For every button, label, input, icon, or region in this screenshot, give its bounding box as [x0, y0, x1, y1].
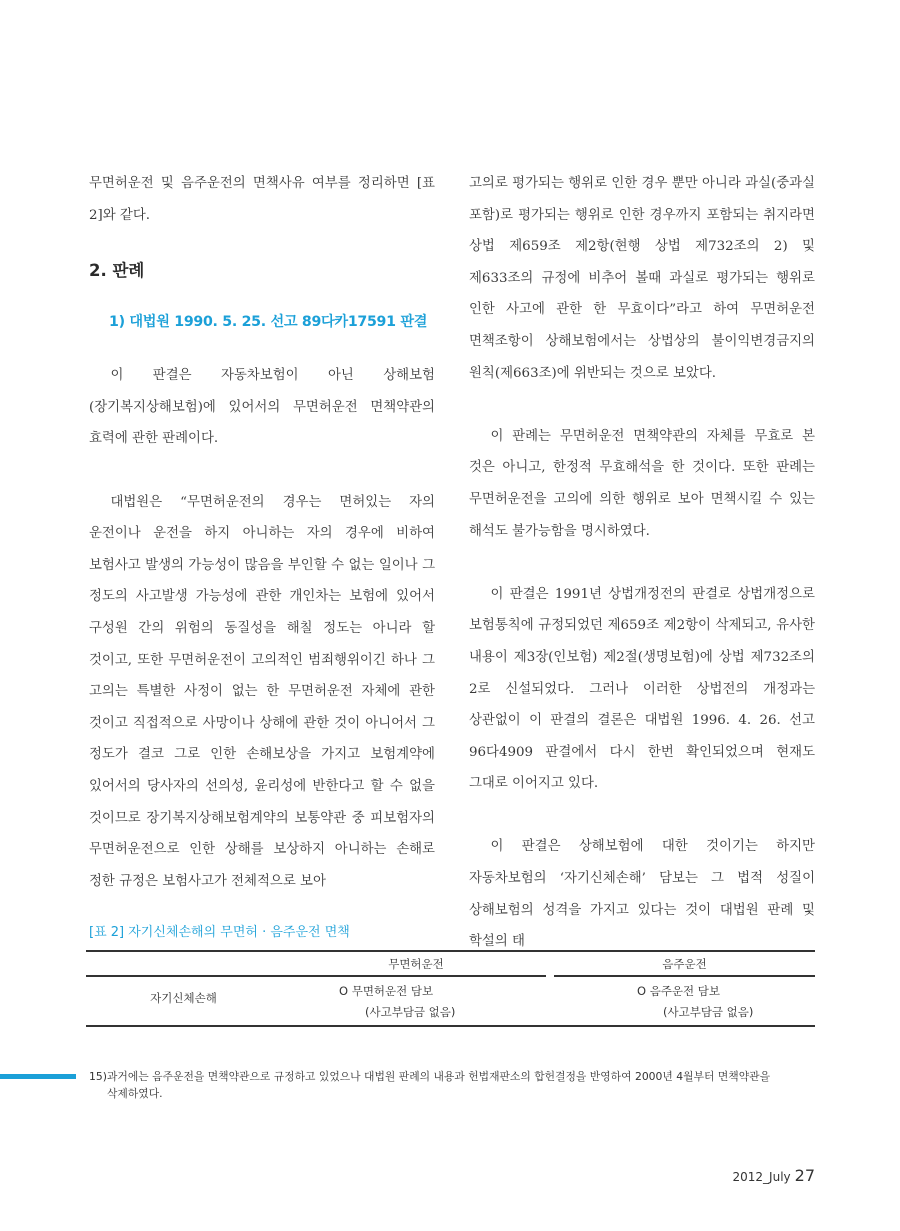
cell-line: O 음주운전 담보 — [637, 984, 721, 998]
issue-label: 2012_July — [732, 1170, 791, 1184]
paragraph-gap — [469, 800, 815, 832]
row-label: 자기신체손해 — [150, 991, 217, 1005]
footnote-accent-bar — [0, 1074, 76, 1079]
section-heading: 2. 판례 — [89, 261, 145, 281]
body-paragraph: 대법원은 “무면허운전의 경우는 면허있는 자의 운전이나 운전을 하지 아니하는 자의 경우에 비하여 보험사고 발생의 가능성이 많음을 부인할 수 없는 일이나 그 정도의 사고발생 가능성에 관한 개인차는 보험에 있어서 구성원 간의 위험의 동질성을 해칠 정도는 아니라 할 것이고, 또한 무면허운전이 고의적인 범죄행위이긴 하나 그 고의는 특별한 사정이 없는 한 무면허운전 자체에 관한 것이고 직접적으로 사망이나 상해에 관한 것이 아니어서 그 정도가 결코 그로 인한 손해보상을 가지고 보험계약에 있어서의 당사자의 선의성, 윤리성에 반한다고 할 수 없을 것이므로 장기복지상해보험계약의 보통약관 중 피보험자의 무면허운전으로 인한 상해를 보상하지 아니하는 손해로 정한 규정은 보험사고가 전체적으로 보아 — [89, 494, 435, 889]
column-header: 음주운전 — [662, 957, 707, 971]
footnote-text-continued: 삭제하였다. — [107, 1087, 163, 1100]
footnote-line — [89, 1068, 815, 1085]
body-paragraph: 이 판례는 무면허운전 면책약관의 자체를 무효로 본 것은 아니고, 한정적 무효해석을 한 것이다. 또한 판례는 무면허운전을 고의에 의한 행위로 보아 면책시킬 수 있는 해석도 불가능함을 명시하였다. — [469, 428, 815, 539]
table-cell — [339, 981, 455, 1023]
paragraph-gap — [89, 455, 435, 487]
cell-line: (사고부담금 없음) — [663, 1005, 754, 1019]
subsection-heading: 1) 대법원 1990. 5. 25. 선고 89다카17591 판결 — [109, 314, 428, 331]
table-cell — [637, 981, 753, 1023]
footnote-text: 과거에는 음주운전을 면책약관으로 규정하고 있었으나 대법원 판례의 내용과 헌법재판소의 합헌결정을 반영하여 2000년 4월부터 면책약관을 — [107, 1070, 771, 1083]
body-paragraph: 고의로 평가되는 행위로 인한 경우 뿐만 아니라 과실(중과실 포함)로 평가되는 행위로 인한 경우까지 포함되는 취지라면 상법 제659조 제2항(현행 상법 제732조의 2) 및 제633조의 규정에 비추어 볼때 과실로 평가되는 행위로 인한 사고에 관한 한 무효이다”라고 하여 무면허운전 면책조항이 상해보험에서는 상법상의 불이익변경금지의 원칙(제663조)에 위반되는 것으로 보았다. — [469, 176, 815, 381]
footnote-number: 15) — [89, 1070, 107, 1083]
left-column — [89, 168, 435, 897]
body-paragraph: 이 판결은 1991년 상법개정전의 판결로 상법개정으로 보험통칙에 규정되었던 제659조 제2항이 삭제되고, 유사한 내용이 제3장(인보험) 제2절(생명보험)에 상법 제732조의 2로 신설되었다. 그러나 이러한 상법전의 개정과는 상관없이 이 판결의 결론은 대법원 1996. 4. 26. 선고 96다4909 판결에서 다시 한번 확인되었으며 현재도 그대로 이어지고 있다. — [469, 586, 815, 792]
table-caption: [표 2] 자기신체손해의 무면허 · 음주운전 면책 — [89, 925, 350, 940]
page-number: 27 — [794, 1166, 815, 1185]
table-top-rule — [86, 950, 815, 952]
body-paragraph: 이 판결은 상해보험에 대한 것이기는 하지만 자동차보험의 ‘자기신체손해’ 담보는 그 법적 성질이 상해보험의 성격을 가지고 있다는 것이 대법원 판례 및 학설의 태 — [469, 839, 815, 950]
cell-line: (사고부담금 없음) — [365, 1005, 456, 1019]
paragraph-gap — [469, 389, 815, 421]
column-header: 무면허운전 — [388, 957, 444, 971]
cell-line: O 무면허운전 담보 — [339, 984, 434, 998]
right-column — [469, 168, 815, 958]
paragraph-gap — [469, 547, 815, 579]
footnote — [89, 1068, 815, 1102]
header-rule — [86, 975, 546, 977]
table-bottom-rule — [86, 1025, 815, 1027]
body-paragraph: 이 판결은 자동차보험이 아닌 상해보험(장기복지상해보험)에 있어서의 무면허운전 면책약관의 효력에 관한 판례이다. — [89, 368, 435, 447]
intro-paragraph: 무면허운전 및 음주운전의 면책사유 여부를 정리하면 [표 2]와 같다. — [89, 176, 435, 223]
page-footer — [733, 1166, 815, 1185]
header-rule — [554, 975, 815, 977]
